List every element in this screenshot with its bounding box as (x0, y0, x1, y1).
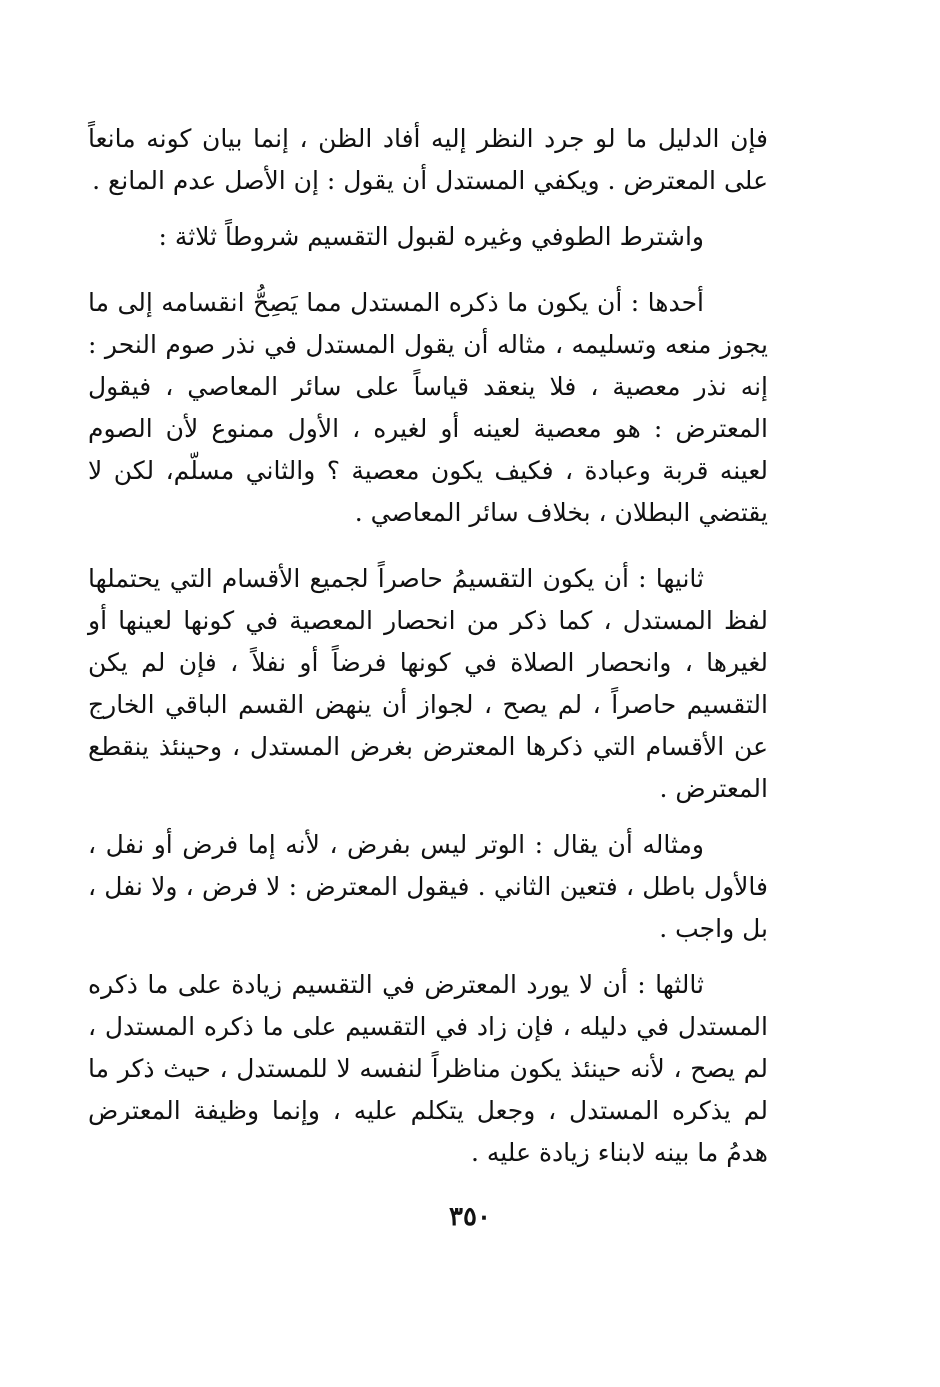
page-number: ٣٥٠ (449, 1202, 491, 1232)
page-body (88, 118, 768, 1174)
paragraph-condition-three: ثالثها : أن لا يورد المعترض في التقسيم زيادة على ما ذكره المستدل في دليله ، فإن زاد في التقسيم على ما ذكره المستدل ، لم يصح ، لأنه حينئذ يكون مناظراً لنفسه لا للمستدل ، حيث ذكر ما لم يذكره المستدل ، وجعل يتكلم عليه ، وإنما وظيفة المعترض هدمُ ما بينه لابناء زيادة عليه . (88, 970, 768, 1167)
paragraph-conditions-intro: واشترط الطوفي وغيره لقبول التقسيم شروطاً ثلاثة : (158, 222, 704, 251)
paragraph-condition-two: ثانيها : أن يكون التقسيمُ حاصراً لجميع الأقسام التي يحتملها لفظ المستدل ، كما ذكر من انحصار المعصية في كونها لعينها أو لغيرها ، وانحصار الصلاة في كونها فرضاً أو نفلاً ، فإن لم يكن التقسيم حاصراً ، لم يصح ، لجواز أن ينهض القسم الباقي الخارج عن الأقسام التي ذكرها المعترض بغرض المستدل ، وحينئذ ينقطع المعترض . (88, 564, 768, 803)
paragraph-continuation: فإن الدليل ما لو جرد النظر إليه أفاد الظن ، إنما بيان كونه مانعاً على المعترض . ويكفي المستدل أن يقول : إن الأصل عدم المانع . (88, 124, 768, 195)
paragraph-example: ومثاله أن يقال : الوتر ليس بفرض ، لأنه إما فرض أو نفل ، فالأول باطل ، فتعين الثاني . فيقول المعترض : لا فرض ، ولا نفل ، بل واجب . (88, 830, 768, 943)
paragraph-condition-one: أحدها : أن يكون ما ذكره المستدل مما يَصِحُّ انقسامه إلى ما يجوز منعه وتسليمه ، مثاله أن يقول المستدل في نذر صوم النحر : إنه نذر معصية ، فلا ينعقد قياساً على سائر المعاصي ، فيقول المعترض : هو معصية لعينه أو لغيره ، الأول ممنوع لأن الصوم لعينه قربة وعبادة ، فكيف يكون معصية ؟ والثاني مسلّم، لكن لا يقتضي البطلان ، بخلاف سائر المعاصي . (88, 288, 768, 527)
